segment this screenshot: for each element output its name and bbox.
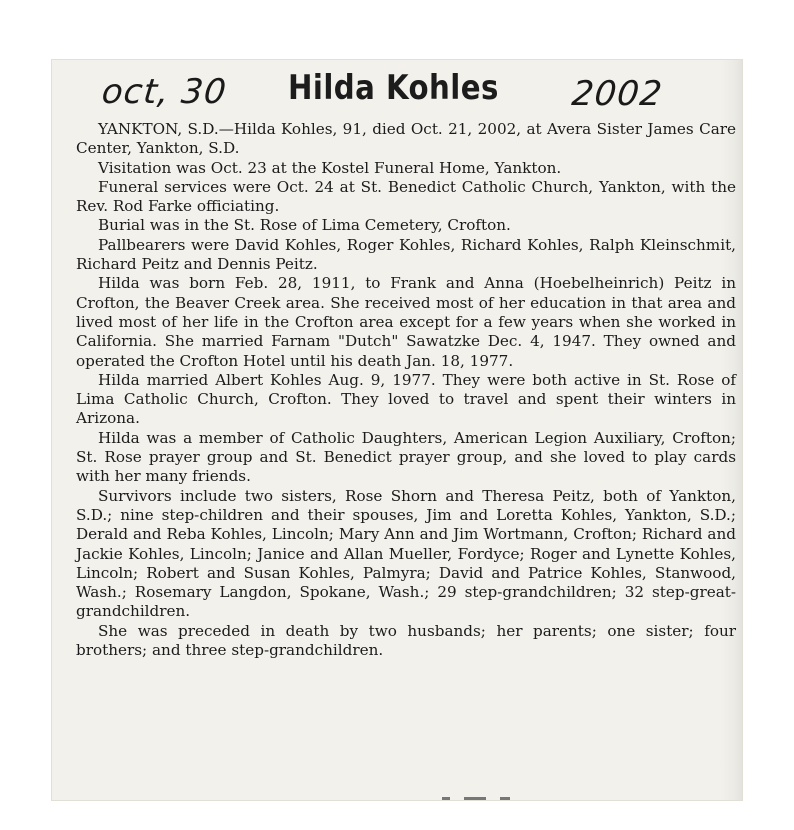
paragraph-visitation: Visitation was Oct. 23 at the Kostel Funeral Home, Yankton. — [98, 158, 562, 177]
newspaper-clipping — [52, 60, 742, 800]
paragraph-intro: YANKTON, S.D.—Hilda Kohles, 91, died Oct. 21, 2002, at Avera Sister James Care Center, Yankton, S.D. — [76, 120, 736, 158]
paragraph-survivors: Survivors include two sisters, Rose Shorn and Theresa Peitz, both of Yankton, S.D.; nine step-children and their spouses, Jim and Loretta Kohles, Yankton, S.D.; Derald and Reba Kohles, Lincoln; Mary Ann and Jim Wortmann, Crofton; Richard and Jackie Kohles, Lincoln; Janice and Allan Mueller, Fordyce; Roger and Lynette Kohles, Lincoln; Robert and Susan Kohles, Palmyra; David and Patrice Kohles, Stanwood, Wash.; Rosemary Langdon, Spokane, Wash.; 29 step-grandchildren; 32 step-great-grandchildren. — [76, 486, 736, 621]
paragraph-preceded: She was preceded in death by two husbands; her parents; one sister; four brothers; and three step-grandchildren. — [76, 621, 736, 660]
paragraph-biography: Hilda was born Feb. 28, 1911, to Frank and Anna (Hoebelheinrich) Peitz in Crofton, the Beaver Creek area. She received most of her education in that area and lived most of her life in the Crofton area except for a few years when she worked in California. She married Farnam "Dutch" Sawatzke Dec. 4, 1947. They owned and operated the Crofton Hotel until his death Jan. 18, 1977. — [76, 274, 736, 370]
obituary-headline: Hilda Kohles — [288, 68, 499, 108]
obituary-body — [76, 120, 736, 660]
paragraph-funeral: Funeral services were Oct. 24 at St. Benedict Catholic Church, Yankton, with the Rev. Rod Farke officiating. — [76, 177, 736, 216]
handwritten-year: 2002 — [569, 74, 665, 114]
paragraph-second-marriage: Hilda married Albert Kohles Aug. 9, 1977. They were both active in St. Rose of Lima Catholic Church, Crofton. They loved to travel and spent their winters in Arizona. — [76, 370, 736, 428]
clipping-header — [52, 60, 742, 120]
paragraph-pallbearers: Pallbearers were David Kohles, Roger Kohles, Richard Kohles, Ralph Kleinschmit, Richard Peitz and Dennis Peitz. — [76, 235, 736, 274]
handwritten-date: oct, 30 — [99, 72, 229, 112]
paragraph-memberships: Hilda was a member of Catholic Daughters, American Legion Auxiliary, Crofton; St. Rose prayer group and St. Benedict prayer group, and she loved to play cards with her many friends. — [76, 428, 736, 486]
clipping-cut-marks — [442, 788, 642, 796]
paragraph-burial: Burial was in the St. Rose of Lima Cemetery, Crofton. — [98, 216, 511, 235]
